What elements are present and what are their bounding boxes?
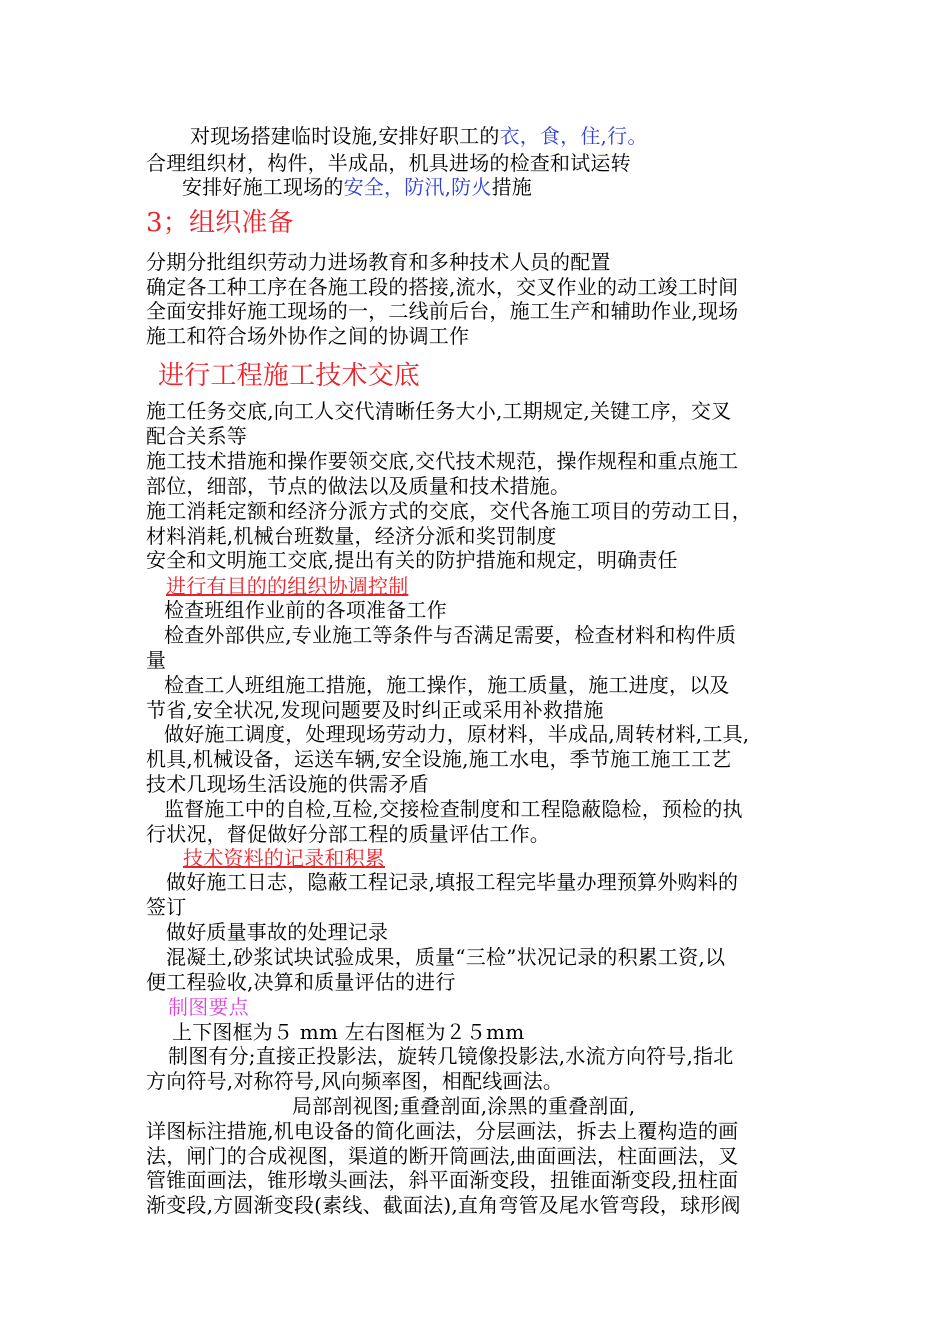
- text-line: 详图标注措施,机电设备的简化画法，分层画法，拆去上覆构造的画: [146, 1119, 739, 1143]
- text-line: 渐变段,方圆渐变段(素线、截面法),直角弯管及尾水管弯段，球形阀: [146, 1193, 741, 1217]
- text-line: 做好施工调度，处理现场劳动力，原材料，半成品,周转材料,工具,: [164, 722, 750, 746]
- text-line: 检查外部供应,专业施工等条件与否满足需要，检查材料和构件质: [164, 623, 737, 647]
- text-line: 材料消耗,机械台班数量，经济分派和奖罚制度: [146, 524, 557, 548]
- text-line: 检查班组作业前的各项准备工作: [164, 598, 447, 622]
- text-line: 行状况，督促做好分部工程的质量评估工作。: [146, 822, 550, 846]
- text-line: 检查工人班组施工措施，施工操作，施工质量，施工进度，以及: [164, 673, 730, 697]
- text-line: 制图有分;直接正投影法，旋转几镜像投影法,水流方向符号,指北: [168, 1044, 734, 1068]
- text-line: 技术几现场生活设施的供需矛盾: [146, 772, 429, 796]
- text-line: 施工技术措施和操作要领交底,交代技术规范，操作规程和重点施工: [146, 449, 739, 473]
- text-line: 节省,安全状况,发现问题要及时纠正或采用补救措施: [146, 698, 604, 722]
- text-line: 全面安排好施工现场的一，二线前后台，施工生产和辅助作业,现场: [146, 299, 739, 323]
- text-line: 部位，细部，节点的做法以及质量和技术措施。: [146, 474, 571, 498]
- text-line: 分期分批组织劳动力进场教育和多种技术人员的配置: [146, 250, 611, 274]
- text-line: 管锥面画法，锥形墩头画法，斜平面渐变段，扭锥面渐变段,扭柱面: [146, 1168, 739, 1192]
- text-line: 签订: [146, 895, 187, 919]
- text-line: 混凝土,砂浆试块试验成果，质量“三检”状况记录的积累工资,以: [166, 945, 726, 969]
- subsection-heading: 制图要点: [168, 995, 249, 1019]
- subsection-heading: 技术资料的记录和积累: [183, 846, 385, 870]
- section-heading: 进行工程施工技术交底: [158, 361, 421, 391]
- subsection-heading: 进行有目的的组织协调控制: [166, 574, 409, 598]
- text-line: 施工任务交底,向工人交代清晰任务大小,工期规定,关键工序，交叉: [146, 399, 732, 423]
- text-line: 法，闸门的合成视图，渠道的断开筒画法,曲面画法，柱面画法，叉: [146, 1144, 739, 1168]
- text-line: 上下图框为５ mm 左右图框为２５mm: [172, 1020, 525, 1044]
- text-line: 对现场搭建临时设施,安排好职工的衣，食，住,行。: [190, 124, 648, 148]
- text-line: 便工程验收,决算和质量评估的进行: [146, 970, 456, 994]
- text-line: 做好施工日志，隐蔽工程记录,填报工程完毕量办理预算外购料的: [166, 870, 739, 894]
- text-line: 机具,机械设备，运送车辆,安全设施,施工水电，季节施工施工工艺: [146, 747, 732, 771]
- text-line: 施工消耗定额和经济分派方式的交底，交代各施工项目的劳动工日，: [146, 499, 752, 523]
- text-line: 做好质量事故的处理记录: [166, 920, 389, 944]
- text-line: 监督施工中的自检,互检,交接检查制度和工程隐蔽隐检，预检的执: [164, 797, 743, 821]
- text-line: 局部剖视图;重叠剖面,涂黑的重叠剖面,: [292, 1094, 636, 1118]
- text-line: 合理组织材，构件，半成品，机具进场的检查和试运转: [146, 151, 631, 175]
- text-line: 方向符号,对称符号,风向频率图，相配线画法。: [146, 1069, 564, 1093]
- text-line: 配合关系等: [146, 424, 247, 448]
- text-line: 施工和符合场外协作之间的协调工作: [146, 324, 470, 348]
- section-heading: 3；组织准备: [146, 208, 294, 238]
- text-line: 确定各工种工序在各施工段的搭接,流水，交叉作业的动工竣工时间: [146, 275, 739, 299]
- text-line: 安排好施工现场的安全，防汛,防火措施: [182, 175, 532, 199]
- text-line: 安全和文明施工交底,提出有关的防护措施和规定，明确责任: [146, 548, 678, 572]
- text-line: 量: [146, 648, 167, 672]
